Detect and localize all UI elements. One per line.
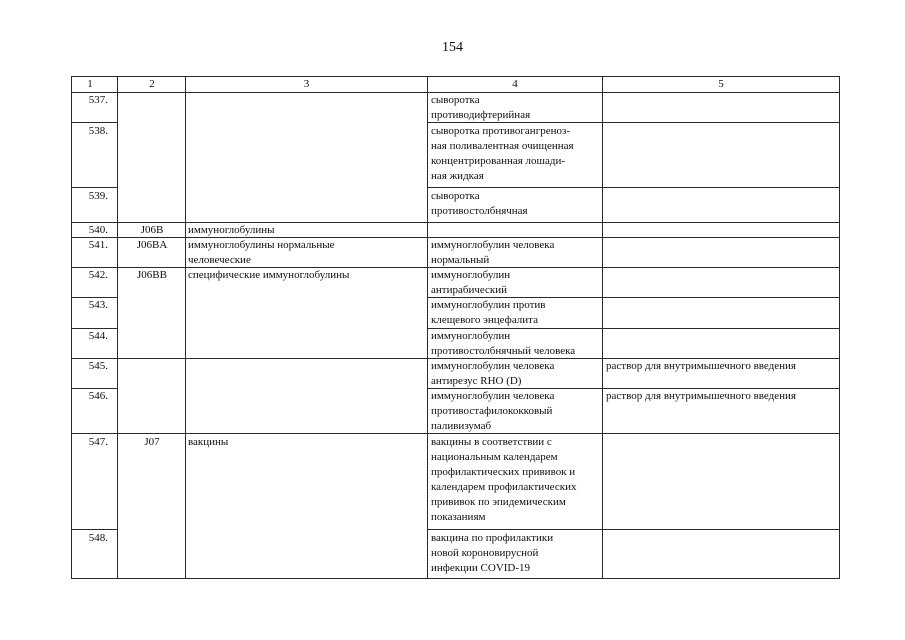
column-header: 2 — [149, 78, 155, 90]
row-number: 546. — [88, 390, 108, 402]
page-number: 154 — [442, 40, 463, 55]
row-line — [71, 122, 117, 123]
atc-code: J06BB — [137, 269, 167, 281]
row-number: 544. — [88, 330, 108, 342]
column-header: 5 — [718, 78, 724, 90]
drug-name: иммуноглобулин противостолбнячный человека — [431, 330, 576, 357]
column-header: 3 — [303, 78, 310, 90]
col-divider-1-2 — [117, 76, 118, 579]
dosage-form: раствор для внутримышечного введения — [606, 360, 796, 372]
group-name: вакцины — [188, 436, 229, 448]
row-line — [427, 529, 840, 530]
drug-name: иммуноглобулин против клещевого энцефалита — [431, 299, 546, 326]
row-number: 545. — [88, 360, 108, 372]
row-number: 537. — [88, 94, 108, 106]
row-number: 543. — [88, 299, 108, 311]
dosage-form: раствор для внутримышечного введения — [606, 390, 796, 402]
atc-code: J06B — [140, 224, 164, 236]
group-name: иммуноглобулины нормальные человеческие — [188, 239, 335, 266]
row-number: 541. — [88, 239, 108, 251]
row-number: 542. — [88, 269, 108, 281]
row-number: 548. — [88, 532, 108, 544]
table-border-bottom — [71, 578, 840, 579]
row-line — [71, 187, 117, 188]
atc-code: J07 — [144, 436, 160, 448]
atc-code: J06BA — [136, 239, 168, 251]
group-name: иммуноглобулины — [188, 224, 275, 236]
drug-name: вакцина по профилактики новой короновирусной инфекции COVID-19 — [431, 532, 554, 574]
col-divider-2-3 — [185, 76, 186, 579]
row-line — [71, 222, 840, 223]
row-line — [427, 187, 840, 188]
row-number: 539. — [88, 190, 108, 202]
drug-name: вакцины в соответствии с национальным календарем профилактических прививок и календарем профилактических прививок по эпидемическим показаниям — [431, 436, 577, 523]
drug-name: сыворотка противостолбнячная — [431, 190, 528, 217]
group-name: специфические иммуноглобулины — [188, 269, 350, 281]
drug-name: сыворотка противогангреноз- ная поливалентная очищенная концентрированная лошади- ная жидкая — [431, 125, 574, 182]
row-number: 547. — [88, 436, 108, 448]
drug-name: сыворотка противодифтерийная — [431, 94, 531, 121]
drug-name: иммуноглобулин человека антирезус RHO (D) — [431, 360, 555, 387]
row-number: 538. — [88, 125, 108, 137]
column-header: 4 — [512, 78, 518, 90]
row-number: 540. — [88, 224, 108, 236]
drug-name: иммуноглобулин антирабический — [431, 269, 511, 296]
row-line — [71, 529, 117, 530]
drug-name: иммуноглобулин человека нормальный — [431, 239, 555, 266]
column-header: 1 — [87, 78, 93, 90]
drug-name: иммуноглобулин человека противостафилококковый паливизумаб — [431, 390, 555, 432]
